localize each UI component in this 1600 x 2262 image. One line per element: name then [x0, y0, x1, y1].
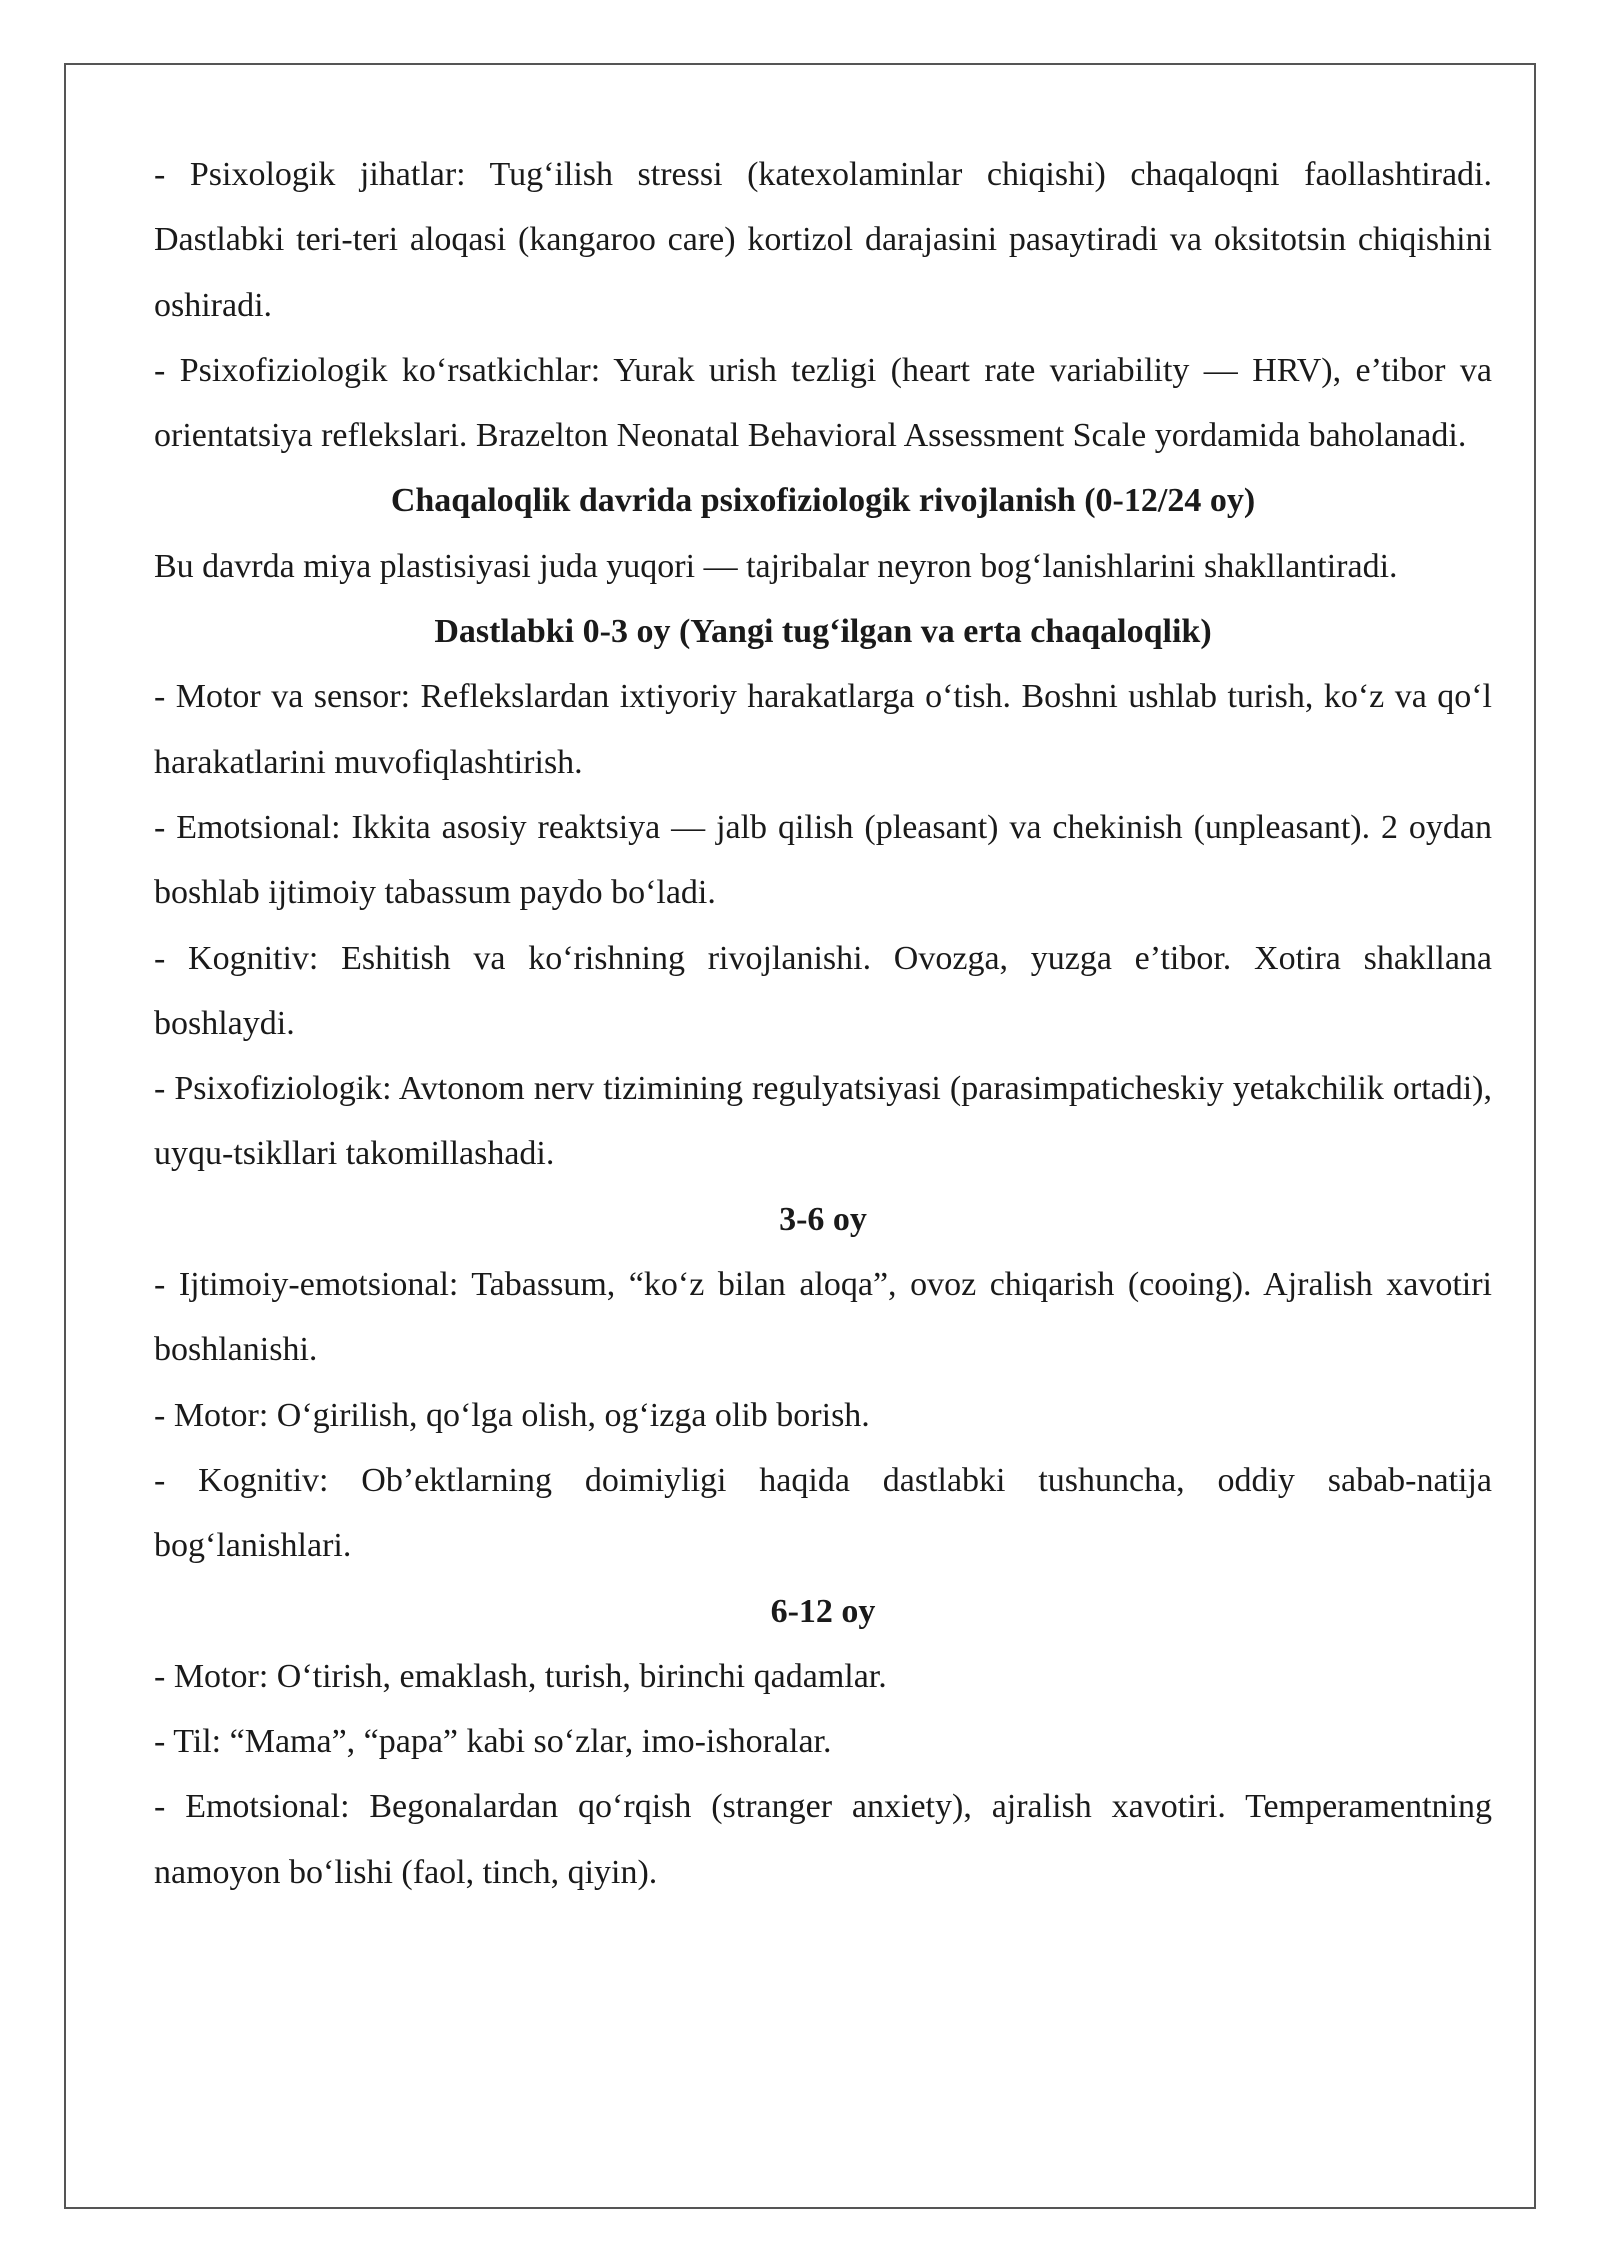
paragraph-motor-3-6: - Motor: O‘girilish, qo‘lga olish, og‘izga olib borish. — [154, 1396, 870, 1434]
paragraph-psixofiziologik-0-3: - Psixofiziologik: Avtonom nerv tizimining regulyatsiyasi (parasimpaticheskiy yetakchilik ortadi), uyqu-tsikllari takomillashadi. — [154, 1070, 1492, 1173]
paragraph-til: - Til: “Mama”, “papa” kabi so‘zlar, imo-ishoralar. — [154, 1723, 832, 1761]
paragraph-psixologik-jihatlar: - Psixologik jihatlar: Tug‘ilish stressi (katexolaminlar chiqishi) chaqaloqni faollashtiradi. Dastlabki teri-teri aloqasi (kangaroo care) kortizol darajasini pasaytiradi va oksitotsin chiqishini oshiradi. — [154, 156, 1492, 324]
document-body — [154, 142, 1492, 1905]
paragraph-emotsional-0-3: - Emotsional: Ikkita asosiy reaktsiya — jalb qilish (pleasant) va chekinish (unpleasant). 2 oydan boshlab ijtimoiy tabassum paydo bo‘ladi. — [154, 808, 1492, 912]
paragraph-miya-plastisiyasi: Bu davrda miya plastisiyasi juda yuqori — tajribalar neyron bog‘lanishlarini shakllantiradi. — [154, 547, 1398, 585]
paragraph-psixofiziologik-korsatkichlar: - Psixofiziologik ko‘rsatkichlar: Yurak urish tezligi (heart rate variability — HRV), e’tibor va orientatsiya reflekslari. Brazelton Neonatal Behavioral Assessment Scale yordamida baholanadi. — [154, 351, 1492, 455]
section-heading-6-12-oy: 6-12 oy — [770, 1592, 876, 1630]
section-heading-chaqaloqlik-davri: Chaqaloqlik davrida psixofiziologik rivojlanish (0-12/24 oy) — [390, 482, 1256, 520]
paragraph-kognitiv-0-3: - Kognitiv: Eshitish va ko‘rishning rivojlanishi. Ovozga, yuzga e’tibor. Xotira shakllana boshlaydi. — [154, 939, 1492, 1042]
section-heading-3-6-oy: 3-6 oy — [779, 1200, 867, 1238]
paragraph-motor-va-sensor: - Motor va sensor: Reflekslardan ixtiyoriy harakatlarga o‘tish. Boshni ushlab turish, ko‘z va qo‘l harakatlarini muvofiqlashtirish. — [154, 678, 1492, 781]
paragraph-motor-6-12: - Motor: O‘tirish, emaklash, turish, birinchi qadamlar. — [154, 1657, 887, 1695]
paragraph-ijtimoiy-emotsional: - Ijtimoiy-emotsional: Tabassum, “ko‘z bilan aloqa”, ovoz chiqarish (cooing). Ajralish xavotiri boshlanishi. — [154, 1266, 1492, 1369]
section-heading-0-3-oy: Dastlabki 0-3 oy (Yangi tug‘ilgan va erta chaqaloqlik) — [434, 613, 1212, 651]
paragraph-emotsional-6-12: - Emotsional: Begonalardan qo‘rqish (stranger anxiety), ajralish xavotiri. Temperamentning namoyon bo‘lishi (faol, tinch, qiyin). — [154, 1788, 1492, 1891]
paragraph-kognitiv-3-6: - Kognitiv: Ob’ektlarning doimiyligi haqida dastlabki tushuncha, oddiy sabab-natija bog‘lanishlari. — [154, 1461, 1492, 1565]
